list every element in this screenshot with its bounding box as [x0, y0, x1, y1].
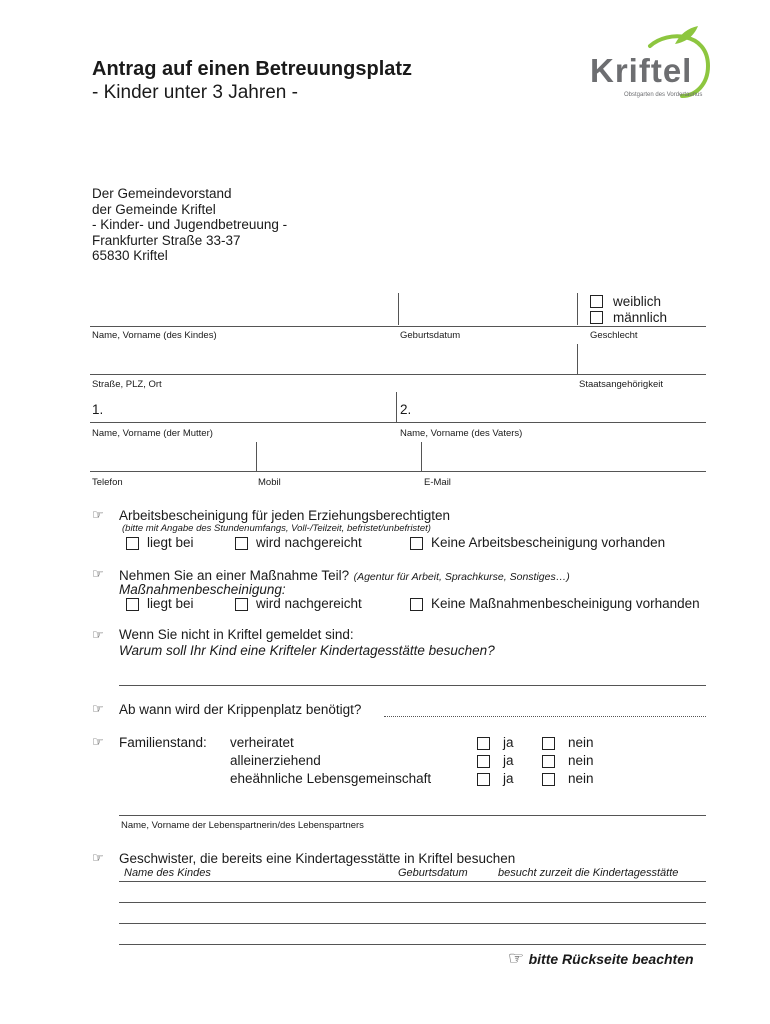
siblings-col-daycare: besucht zurzeit die Kindertagesstätte [498, 867, 679, 879]
hand-pointer-icon: ☞ [508, 948, 525, 968]
hand-pointer-icon: ☞ [92, 734, 104, 749]
family-single-yes-label: ja [503, 753, 514, 768]
answer-line [384, 716, 706, 717]
parent-1-number: 1. [92, 402, 104, 417]
answer-line [119, 944, 706, 945]
birthdate-input[interactable] [404, 304, 570, 322]
family-married-no-label: nein [568, 735, 594, 750]
address-block [92, 186, 287, 264]
field-underline [90, 326, 706, 327]
measure-note: (Agentur für Arbeit, Sprachkurse, Sonstiges…) [353, 571, 570, 583]
work-certificate-attached-label: liegt bei [147, 535, 194, 550]
family-status-single-label: alleinerziehend [230, 753, 321, 768]
phone-input[interactable] [92, 450, 250, 468]
child-name-input[interactable] [92, 304, 392, 322]
measure-later-label: wird nachgereicht [256, 596, 362, 611]
siblings-col-birthdate: Geburtsdatum [398, 867, 468, 879]
family-partnership-no-label: nein [568, 771, 594, 786]
logo-tagline: Obstgarten des Vordertaunus [624, 92, 703, 98]
work-certificate-attached-checkbox[interactable] [126, 537, 139, 550]
address-line: 65830 Kriftel [92, 248, 168, 263]
measure-none-checkbox[interactable] [410, 598, 423, 611]
divider [256, 442, 257, 471]
gender-female-checkbox[interactable] [590, 295, 603, 308]
work-certificate-note: (bitte mit Angabe des Stundenumfangs, Voll-/Teilzeit, befristet/unbefristet) [122, 523, 431, 534]
email-input[interactable] [428, 450, 704, 468]
family-married-no-checkbox[interactable] [542, 737, 555, 750]
measure-certificate-label: Maßnahmenbescheinigung: [119, 582, 286, 597]
phone-label: Telefon [92, 477, 123, 488]
family-partnership-yes-checkbox[interactable] [477, 773, 490, 786]
hand-pointer-icon: ☞ [92, 701, 104, 716]
field-underline [90, 374, 706, 375]
address-line: Der Gemeindevorstand [92, 186, 232, 201]
measure-none-label: Keine Maßnahmenbescheinigung vorhanden [431, 596, 700, 611]
partner-name-label: Name, Vorname der Lebenspartnerin/des Lebenspartners [121, 820, 364, 831]
divider [398, 293, 399, 325]
start-date-input[interactable] [386, 700, 704, 716]
resident-question: Warum soll Ihr Kind eine Krifteler Kindertagesstätte besuchen? [119, 643, 495, 658]
street-label: Straße, PLZ, Ort [92, 379, 162, 390]
logo-text: Kriftel [590, 52, 693, 89]
measure-attached-label: liegt bei [147, 596, 194, 611]
family-single-no-label: nein [568, 753, 594, 768]
form-title: Antrag auf einen Betreuungsplatz [92, 58, 413, 80]
partner-name-input[interactable] [119, 796, 704, 814]
hand-pointer-icon: ☞ [92, 566, 104, 581]
parent-2-number: 2. [400, 402, 412, 417]
resident-title: Wenn Sie nicht in Kriftel gemeldet sind: [119, 627, 354, 642]
family-status-label: Familienstand: [119, 735, 207, 750]
kriftel-logo [590, 22, 720, 102]
family-status-partnership-label: eheähnliche Lebensgemeinschaft [230, 771, 432, 786]
back-page-note-text: bitte Rückseite beachten [528, 951, 694, 967]
form-subtitle: - Kinder unter 3 Jahren - [92, 82, 298, 103]
family-married-yes-label: ja [503, 735, 514, 750]
family-single-no-checkbox[interactable] [542, 755, 555, 768]
work-certificate-none-checkbox[interactable] [410, 537, 423, 550]
measure-later-checkbox[interactable] [235, 598, 248, 611]
work-certificate-none-label: Keine Arbeitsbescheinigung vorhanden [431, 535, 666, 550]
answer-line [119, 815, 706, 816]
answer-line [119, 685, 706, 686]
nationality-input[interactable] [584, 353, 704, 371]
father-name-label: Name, Vorname (des Vaters) [400, 428, 523, 439]
table-header-line [119, 881, 706, 882]
sibling-row-3-input[interactable] [119, 926, 704, 944]
work-certificate-later-label: wird nachgereicht [256, 535, 362, 550]
field-underline [90, 422, 706, 423]
divider [577, 293, 578, 325]
measure-attached-checkbox[interactable] [126, 598, 139, 611]
sibling-row-1-input[interactable] [119, 884, 704, 902]
family-married-yes-checkbox[interactable] [477, 737, 490, 750]
father-name-input[interactable] [416, 402, 704, 420]
family-single-yes-checkbox[interactable] [477, 755, 490, 768]
divider [577, 344, 578, 374]
hand-pointer-icon: ☞ [92, 507, 104, 522]
mobile-label: Mobil [258, 477, 281, 488]
nationality-label: Staatsangehörigkeit [579, 379, 663, 390]
back-page-note [508, 948, 694, 969]
street-input[interactable] [92, 353, 570, 371]
hand-pointer-icon: ☞ [92, 627, 104, 642]
field-underline [90, 471, 706, 472]
mother-name-label: Name, Vorname (der Mutter) [92, 428, 213, 439]
email-label: E-Mail [424, 477, 451, 488]
gender-male-checkbox[interactable] [590, 311, 603, 324]
divider [421, 442, 422, 471]
gender-female-label: weiblich [613, 294, 662, 309]
start-date-question: Ab wann wird der Krippenplatz benötigt? [119, 702, 362, 717]
hand-pointer-icon: ☞ [92, 850, 104, 865]
siblings-col-name: Name des Kindes [124, 867, 211, 879]
birthdate-label: Geburtsdatum [400, 330, 461, 341]
family-status-married-label: verheiratet [230, 735, 294, 750]
child-name-label: Name, Vorname (des Kindes) [92, 330, 217, 341]
address-line: - Kinder- und Jugendbetreuung - [92, 217, 288, 232]
answer-line [119, 902, 706, 903]
mobile-input[interactable] [262, 450, 416, 468]
measure-title: Nehmen Sie an einer Maßnahme Teil? [119, 568, 350, 583]
work-certificate-later-checkbox[interactable] [235, 537, 248, 550]
work-certificate-title: Arbeitsbescheinigung für jeden Erziehungsberechtigten [119, 508, 450, 523]
family-partnership-no-checkbox[interactable] [542, 773, 555, 786]
sibling-row-2-input[interactable] [119, 905, 704, 923]
resident-reason-input[interactable] [119, 666, 704, 684]
address-line: der Gemeinde Kriftel [92, 201, 216, 217]
gender-male-label: männlich [613, 310, 668, 325]
divider [396, 392, 397, 422]
mother-name-input[interactable] [108, 402, 392, 420]
family-partnership-yes-label: ja [503, 771, 514, 786]
gender-label: Geschlecht [590, 330, 638, 341]
answer-line [119, 923, 706, 924]
siblings-title: Geschwister, die bereits eine Kindertagesstätte in Kriftel besuchen [119, 851, 516, 866]
address-line: Frankfurter Straße 33-37 [92, 232, 241, 248]
